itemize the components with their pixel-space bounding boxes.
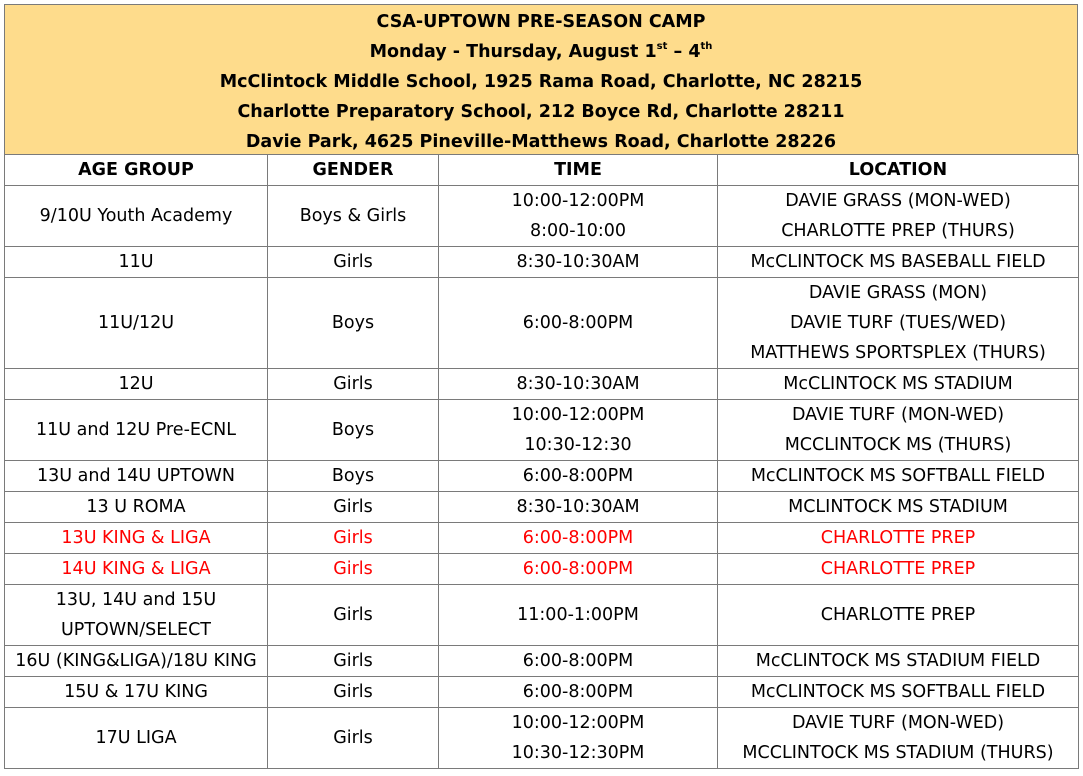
location-cell-line: CHARLOTTE PREP xyxy=(820,528,976,548)
schedule-body xyxy=(5,186,1079,769)
location-cell xyxy=(718,369,1079,400)
location-cell-line: DAVIE TURF (TUES/WED) xyxy=(789,313,1007,333)
location-cell-line: MATTHEWS SPORTSPLEX (THURS) xyxy=(750,343,1046,363)
column-header-age-group: AGE GROUP xyxy=(5,155,268,186)
schedule-title: CSA-UPTOWN PRE-SEASON CAMP xyxy=(376,12,706,32)
table-row xyxy=(5,554,1079,585)
time-cell-line: 10:00-12:00PM xyxy=(511,405,645,425)
camp-schedule-sheet xyxy=(4,4,1078,769)
age-group-cell xyxy=(5,585,268,646)
table-row xyxy=(5,492,1079,523)
location-cell-line: McCLINTOCK MS SOFTBALL FIELD xyxy=(750,682,1046,702)
age-group-cell xyxy=(5,523,268,554)
location-cell-line: DAVIE GRASS (MON) xyxy=(808,283,988,303)
time-cell-line: 8:30-10:30AM xyxy=(516,252,640,272)
location-cell-line: MCCLINTOCK MS (THURS) xyxy=(784,435,1012,455)
gender-cell: Girls xyxy=(268,247,439,278)
venue-davie-park: Davie Park, 4625 Pineville-Matthews Road, Charlotte 28226 xyxy=(245,132,837,152)
time-cell xyxy=(439,708,718,769)
dates-prefix: Monday - Thursday, August 1 xyxy=(369,42,657,62)
column-header-row xyxy=(5,155,1079,186)
dates-sup-start: st xyxy=(656,41,668,53)
location-cell xyxy=(718,461,1079,492)
location-cell xyxy=(718,585,1079,646)
location-cell xyxy=(718,400,1079,461)
age-group-cell xyxy=(5,646,268,677)
gender-cell: Girls xyxy=(268,554,439,585)
time-cell xyxy=(439,400,718,461)
age-group-cell-line: 16U (KING&LIGA)/18U KING xyxy=(15,651,257,671)
age-group-cell-line: 13U KING & LIGA xyxy=(61,528,211,548)
time-cell-line: 6:00-8:00PM xyxy=(522,313,634,333)
time-cell xyxy=(439,677,718,708)
table-row xyxy=(5,646,1079,677)
column-header-gender: GENDER xyxy=(268,155,439,186)
gender-cell: Girls xyxy=(268,523,439,554)
location-cell-line: DAVIE TURF (MON-WED) xyxy=(791,713,1005,733)
time-cell-line: 11:00-1:00PM xyxy=(517,605,639,625)
table-row xyxy=(5,708,1079,769)
age-group-cell-line: 14U KING & LIGA xyxy=(61,559,211,579)
age-group-cell-line: 17U LIGA xyxy=(95,728,177,748)
table-row xyxy=(5,400,1079,461)
time-cell-line: 6:00-8:00PM xyxy=(522,528,634,548)
age-group-cell-line: UPTOWN/SELECT xyxy=(61,620,211,640)
table-row xyxy=(5,677,1079,708)
time-cell xyxy=(439,646,718,677)
location-cell xyxy=(718,523,1079,554)
time-cell-line: 6:00-8:00PM xyxy=(522,651,634,671)
location-cell xyxy=(718,554,1079,585)
age-group-cell xyxy=(5,492,268,523)
age-group-cell-line: 12U xyxy=(118,374,154,394)
time-cell-line: 10:00-12:00PM xyxy=(511,713,645,733)
venue-charlotte-prep: Charlotte Preparatory School, 212 Boyce Rd, Charlotte 28211 xyxy=(237,102,845,122)
gender-cell: Girls xyxy=(268,492,439,523)
location-cell xyxy=(718,186,1079,247)
age-group-cell xyxy=(5,554,268,585)
time-cell-line: 8:30-10:30AM xyxy=(516,374,640,394)
age-group-cell xyxy=(5,247,268,278)
location-cell-line: DAVIE GRASS (MON-WED) xyxy=(785,191,1011,211)
table-row xyxy=(5,585,1079,646)
location-cell-line: McCLINTOCK MS SOFTBALL FIELD xyxy=(750,466,1046,486)
age-group-cell-line: 11U/12U xyxy=(97,313,175,333)
location-cell xyxy=(718,278,1079,369)
time-cell-line: 6:00-8:00PM xyxy=(522,682,634,702)
time-cell xyxy=(439,492,718,523)
time-cell xyxy=(439,554,718,585)
time-cell-line: 6:00-8:00PM xyxy=(522,466,634,486)
time-cell xyxy=(439,369,718,400)
age-group-cell xyxy=(5,708,268,769)
age-group-cell xyxy=(5,278,268,369)
venue-mcclintock: McClintock Middle School, 1925 Rama Road, Charlotte, NC 28215 xyxy=(219,72,863,92)
location-cell-line: CHARLOTTE PREP xyxy=(820,605,976,625)
time-cell-line: 10:30-12:30PM xyxy=(511,743,645,763)
age-group-cell-line: 13U, 14U and 15U xyxy=(55,590,217,610)
gender-cell: Boys xyxy=(268,278,439,369)
table-row xyxy=(5,186,1079,247)
table-row xyxy=(5,278,1079,369)
location-cell xyxy=(718,646,1079,677)
time-cell xyxy=(439,278,718,369)
time-cell xyxy=(439,585,718,646)
column-header-location: LOCATION xyxy=(718,155,1079,186)
gender-cell: Girls xyxy=(268,677,439,708)
age-group-cell xyxy=(5,400,268,461)
table-row xyxy=(5,369,1079,400)
time-cell xyxy=(439,461,718,492)
gender-cell: Girls xyxy=(268,708,439,769)
location-cell-line: McCLINTOCK MS STADIUM FIELD xyxy=(755,651,1041,671)
schedule-table xyxy=(4,154,1079,769)
schedule-dates xyxy=(5,37,1077,67)
gender-cell: Girls xyxy=(268,369,439,400)
gender-cell: Girls xyxy=(268,585,439,646)
age-group-cell xyxy=(5,461,268,492)
time-cell-line: 6:00-8:00PM xyxy=(522,559,634,579)
location-cell-line: McCLINTOCK MS STADIUM xyxy=(783,374,1013,394)
age-group-cell-line: 13U and 14U UPTOWN xyxy=(37,466,235,486)
location-cell-line: MCCLINTOCK MS STADIUM (THURS) xyxy=(742,743,1054,763)
time-cell-line: 10:30-12:30 xyxy=(524,435,632,455)
age-group-cell xyxy=(5,677,268,708)
age-group-cell-line: 11U and 12U Pre-ECNL xyxy=(35,420,237,440)
gender-cell: Boys xyxy=(268,400,439,461)
location-cell xyxy=(718,492,1079,523)
location-cell-line: CHARLOTTE PREP xyxy=(820,559,976,579)
dates-mid: – 4 xyxy=(667,42,701,62)
location-cell-line: CHARLOTTE PREP (THURS) xyxy=(781,221,1015,241)
age-group-cell xyxy=(5,369,268,400)
time-cell xyxy=(439,523,718,554)
age-group-cell xyxy=(5,186,268,247)
dates-sup-end: th xyxy=(700,41,713,53)
time-cell xyxy=(439,247,718,278)
location-cell-line: McCLINTOCK MS BASEBALL FIELD xyxy=(750,252,1046,272)
table-row xyxy=(5,523,1079,554)
age-group-cell-line: 13 U ROMA xyxy=(86,497,186,517)
location-cell xyxy=(718,677,1079,708)
location-cell xyxy=(718,247,1079,278)
age-group-cell-line: 15U & 17U KING xyxy=(64,682,208,702)
table-row xyxy=(5,461,1079,492)
time-cell-line: 8:00-10:00 xyxy=(529,221,627,241)
location-cell-line: MCLINTOCK MS STADIUM xyxy=(788,497,1008,517)
gender-cell: Boys & Girls xyxy=(268,186,439,247)
location-cell xyxy=(718,708,1079,769)
gender-cell: Boys xyxy=(268,461,439,492)
time-cell xyxy=(439,186,718,247)
schedule-header xyxy=(4,4,1078,154)
time-cell-line: 8:30-10:30AM xyxy=(516,497,640,517)
gender-cell: Girls xyxy=(268,646,439,677)
location-cell-line: DAVIE TURF (MON-WED) xyxy=(791,405,1005,425)
age-group-cell-line: 11U xyxy=(118,252,154,272)
column-header-time: TIME xyxy=(439,155,718,186)
age-group-cell-line: 9/10U Youth Academy xyxy=(39,206,233,226)
time-cell-line: 10:00-12:00PM xyxy=(511,191,645,211)
table-row xyxy=(5,247,1079,278)
